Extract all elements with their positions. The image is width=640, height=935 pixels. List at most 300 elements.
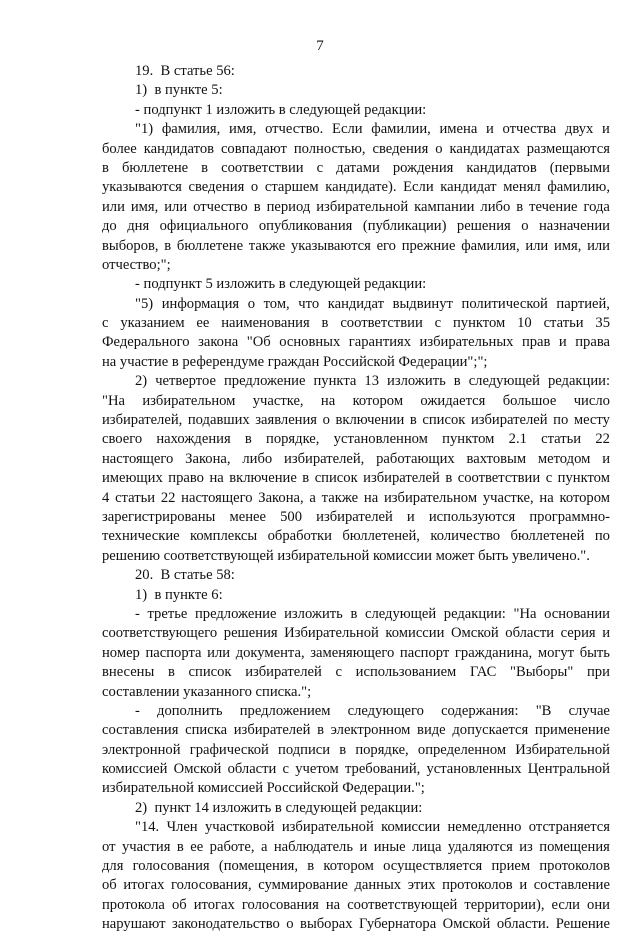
- text-line: [102, 411, 610, 430]
- text-line: [102, 644, 610, 663]
- word: о: [435, 140, 443, 157]
- word: для: [102, 858, 124, 875]
- word: 10: [517, 315, 532, 332]
- text-line: [102, 760, 610, 779]
- word: суммирование: [258, 877, 348, 894]
- word: с: [316, 159, 324, 176]
- word: серия: [560, 625, 596, 642]
- word: течение: [529, 198, 578, 215]
- word: методом: [537, 450, 591, 467]
- text-line: [102, 333, 610, 352]
- word: политической: [461, 295, 548, 312]
- word: нарушают: [102, 916, 166, 933]
- word: гарантиях: [348, 334, 412, 351]
- word: от: [102, 838, 116, 855]
- text-line: [102, 314, 610, 333]
- word: использованием: [355, 664, 457, 681]
- word: в: [253, 198, 261, 215]
- line-text: 20. В статье 58:: [135, 567, 235, 584]
- word: кандидате).: [325, 179, 397, 196]
- word: работе,: [209, 838, 255, 855]
- text-line: [102, 586, 610, 605]
- word: Федерального: [102, 334, 190, 351]
- word: немедленно: [447, 819, 522, 836]
- word: ГАС: [469, 664, 497, 681]
- word: соответствующей: [347, 896, 458, 913]
- word: закона: [198, 334, 239, 351]
- word: статьи: [115, 489, 156, 506]
- text-line: [102, 430, 610, 449]
- word: право: [168, 470, 204, 487]
- word: списка: [185, 722, 228, 739]
- word: или: [525, 237, 549, 254]
- text-line: [102, 101, 610, 120]
- word: номер: [102, 644, 140, 661]
- word: допускается: [452, 722, 529, 739]
- word: отчество.: [265, 121, 324, 138]
- word: имена: [439, 121, 478, 138]
- word: внесены: [102, 664, 155, 681]
- word: протокола: [102, 896, 165, 913]
- word: в: [321, 315, 329, 332]
- word: совпадают: [220, 140, 287, 157]
- word: порядке,: [355, 741, 409, 758]
- word: менее: [229, 508, 266, 525]
- word: Член: [166, 819, 198, 836]
- word: в: [453, 373, 461, 390]
- word: пунктом: [557, 470, 610, 487]
- word: установленных: [426, 761, 522, 778]
- word: пункта: [313, 373, 357, 390]
- page-number: 7: [316, 38, 324, 54]
- word: изложить: [387, 373, 446, 390]
- word: лица: [412, 838, 442, 855]
- text-line: [102, 469, 610, 488]
- line-text: решению соответствующей избирательной комиссии может быть увеличено.".: [102, 547, 590, 564]
- word: 22: [160, 489, 176, 506]
- word: включение: [229, 470, 297, 487]
- word: с: [282, 761, 290, 778]
- word: голосования: [241, 896, 319, 913]
- word: датами: [336, 159, 380, 176]
- word: в: [445, 470, 453, 487]
- line-text: 2) пункт 14 изложить в следующей редакции:: [135, 799, 423, 816]
- word: кандидатов: [143, 140, 215, 157]
- word: (помещения,: [218, 858, 298, 875]
- word: имя,: [130, 198, 159, 215]
- word: нахождения: [156, 431, 231, 448]
- word: избирательной: [316, 198, 409, 215]
- word: избирательном: [142, 392, 236, 409]
- word: Омской: [442, 916, 491, 933]
- word: "5): [135, 295, 154, 312]
- text-line: [102, 876, 610, 895]
- word: в: [516, 198, 524, 215]
- word: статьи: [541, 431, 582, 448]
- word: предложением: [239, 702, 331, 719]
- word: Если: [332, 121, 363, 138]
- word: пунктом: [452, 315, 506, 332]
- word: а: [260, 838, 268, 855]
- word: с: [434, 315, 442, 332]
- word: статьи: [543, 315, 584, 332]
- word: также: [248, 237, 286, 254]
- word: в: [201, 159, 209, 176]
- word: официального: [159, 218, 249, 235]
- word: опубликования: [258, 218, 353, 235]
- word: Губернатора: [359, 916, 437, 933]
- word: сведения: [372, 140, 429, 157]
- word: избирателей: [316, 508, 393, 525]
- word: двух: [564, 121, 594, 138]
- word: основных: [279, 334, 341, 351]
- word: фамилию,: [547, 179, 610, 196]
- word: они: [587, 896, 610, 913]
- word: по: [594, 528, 610, 545]
- word: настоящего: [181, 489, 253, 506]
- word: графической: [189, 741, 269, 758]
- word: и: [602, 625, 610, 642]
- word: Омской: [450, 625, 499, 642]
- word: указанием: [120, 315, 185, 332]
- word: партией,: [556, 295, 610, 312]
- word: документа,: [235, 644, 305, 661]
- word: в: [409, 412, 417, 429]
- word: области: [505, 625, 555, 642]
- word: предложение: [223, 373, 306, 390]
- word: фамилия,: [161, 121, 221, 138]
- word: года: [583, 198, 610, 215]
- word: "Об: [246, 334, 271, 351]
- word: комиссией: [102, 761, 168, 778]
- word: настоящего: [102, 450, 174, 467]
- word: в: [164, 237, 172, 254]
- word: рождения: [392, 159, 454, 176]
- word: избирателей: [470, 412, 548, 429]
- text-line: [102, 566, 610, 585]
- word: изложить: [284, 605, 343, 622]
- word: соответствии: [221, 159, 304, 176]
- word: выборов,: [102, 237, 159, 254]
- word: соответствии: [457, 470, 541, 487]
- text-line: [102, 799, 610, 818]
- word: области: [227, 761, 277, 778]
- word: из: [519, 838, 533, 855]
- word: если: [551, 896, 580, 913]
- text-line: [102, 547, 610, 566]
- word: отстраняется: [528, 819, 610, 836]
- word: по: [553, 412, 569, 429]
- word: бюллетеней: [510, 528, 585, 545]
- text-line: [102, 217, 610, 236]
- word: редакции:: [547, 373, 610, 390]
- word: в: [350, 605, 358, 622]
- word: большое: [502, 392, 557, 409]
- word: 4: [102, 489, 110, 506]
- word: бюллетеней,: [342, 528, 420, 545]
- word: зарегистрированы: [102, 508, 216, 525]
- line-text: составлении указанного списка.";: [102, 683, 312, 700]
- word: иные: [373, 838, 406, 855]
- word: избирателей,: [102, 412, 183, 429]
- word: помещения: [539, 838, 610, 855]
- word: список: [422, 412, 466, 429]
- text-line: [102, 62, 610, 81]
- word: полностью,: [293, 140, 366, 157]
- word: голосования,: [171, 877, 252, 894]
- word: число: [573, 392, 610, 409]
- word: законодательство: [171, 916, 280, 933]
- word: следующего: [347, 702, 424, 719]
- word: в: [339, 741, 347, 758]
- word: на: [363, 489, 379, 506]
- word: и: [602, 121, 610, 138]
- word: соответствующего: [102, 625, 218, 642]
- word: технические: [102, 528, 180, 545]
- text-line: [102, 683, 610, 702]
- word: фамилия,: [461, 237, 520, 254]
- word: протоколов: [442, 877, 513, 894]
- word: в: [176, 838, 184, 855]
- word: определенном: [417, 741, 507, 758]
- word: об: [171, 896, 187, 913]
- word: комплексы: [190, 528, 258, 545]
- word: а: [309, 489, 316, 506]
- word: следующей: [468, 373, 540, 390]
- word: избирателей: [245, 664, 322, 681]
- word: итогах: [193, 896, 235, 913]
- word: осуществляется: [383, 858, 483, 875]
- word: -: [135, 702, 140, 719]
- word: электронном: [330, 722, 411, 739]
- word: требований,: [344, 761, 421, 778]
- word: избирателей: [363, 470, 440, 487]
- text-line: [102, 741, 610, 760]
- text-line: [102, 818, 610, 837]
- document-body: [102, 62, 610, 935]
- text-line: [102, 624, 610, 643]
- word: наблюдатель: [273, 838, 353, 855]
- word: с: [545, 470, 553, 487]
- word: Избирательной: [515, 741, 610, 758]
- text-line: [102, 896, 610, 915]
- text-line: [102, 838, 610, 857]
- word: о: [322, 412, 330, 429]
- word: избирательной: [281, 819, 374, 836]
- word: о: [286, 916, 294, 933]
- word: предложение: [194, 605, 277, 622]
- word: "На: [513, 605, 537, 622]
- word: его: [376, 237, 396, 254]
- word: и: [558, 334, 567, 351]
- word: на: [539, 489, 554, 506]
- word: Закона,: [185, 450, 231, 467]
- word: удаляются: [447, 838, 513, 855]
- word: составление: [533, 877, 610, 894]
- word: в: [102, 159, 109, 176]
- word: гражданина,: [454, 644, 533, 661]
- word: котором: [323, 858, 374, 875]
- word: старшем: [264, 179, 319, 196]
- word: заменяющего: [310, 644, 395, 661]
- line-text: - подпункт 1 изложить в следующей редакции:: [135, 101, 427, 118]
- word: при: [586, 664, 610, 681]
- word: голосования: [132, 858, 210, 875]
- word: основании: [544, 605, 610, 622]
- word: обработки: [267, 528, 332, 545]
- word: используются: [428, 508, 516, 525]
- word: составления: [102, 722, 179, 739]
- word: период: [266, 198, 311, 215]
- text-line: [102, 702, 610, 721]
- word: (публикации): [362, 218, 447, 235]
- word: Центральной: [527, 761, 610, 778]
- word: список: [314, 470, 358, 487]
- word: программно-: [529, 508, 610, 525]
- word: бюллетене: [176, 237, 244, 254]
- text-line: [102, 721, 610, 740]
- text-line: [102, 140, 610, 159]
- word: своего: [102, 431, 143, 448]
- word: 500: [280, 508, 302, 525]
- word: "1): [135, 121, 154, 138]
- word: 2.1: [508, 431, 527, 448]
- word: котором: [352, 392, 404, 409]
- word: также: [321, 489, 359, 506]
- word: ее: [190, 838, 204, 855]
- text-line: [102, 605, 610, 624]
- line-text: - подпункт 5 изложить в следующей редакции:: [135, 276, 427, 293]
- word: информация: [161, 295, 240, 312]
- word: избирателей: [233, 722, 311, 739]
- word: третье: [147, 605, 188, 622]
- line-text: 1) в пункте 5:: [135, 82, 223, 99]
- word: участковой: [204, 819, 275, 836]
- text-line: [102, 198, 610, 217]
- word: прав: [521, 334, 551, 351]
- word: указываются: [291, 237, 371, 254]
- word: дополнить: [157, 702, 223, 719]
- word: о: [247, 295, 256, 312]
- word: могут: [537, 644, 575, 661]
- word: комиссии: [381, 819, 441, 836]
- word: Избирательной: [284, 625, 379, 642]
- text-line: [102, 353, 610, 372]
- word: и: [406, 508, 415, 525]
- text-line: [102, 256, 610, 275]
- word: кандидатов: [466, 159, 537, 176]
- word: на: [325, 896, 341, 913]
- word: паспорта: [145, 644, 202, 661]
- word: прежние: [401, 237, 456, 254]
- word: Решение: [555, 916, 610, 933]
- word: случае: [568, 702, 610, 719]
- word: участия: [121, 838, 171, 855]
- line-text: избирательной комиссией Российской Федерации.";: [102, 780, 425, 797]
- word: виде: [417, 722, 446, 739]
- text-line: [102, 527, 610, 546]
- text-line: [102, 81, 610, 100]
- word: или: [102, 198, 125, 215]
- word: котором: [559, 489, 610, 506]
- text-line: [102, 275, 610, 294]
- word: в: [307, 858, 315, 875]
- text-line: [102, 295, 610, 314]
- word: ожидается: [420, 392, 486, 409]
- word: 22: [595, 431, 610, 448]
- word: о: [521, 218, 529, 235]
- word: количество: [430, 528, 501, 545]
- word: редакции:: [443, 605, 506, 622]
- word: том,: [263, 295, 290, 312]
- word: избирателей,: [284, 450, 365, 467]
- word: в: [167, 664, 175, 681]
- word: размещаются: [526, 140, 610, 157]
- word: указываются: [102, 179, 182, 196]
- word: кампании: [414, 198, 475, 215]
- word: до: [102, 218, 117, 235]
- text-line: [102, 857, 610, 876]
- text-line: [102, 450, 610, 469]
- word: на: [320, 392, 336, 409]
- word: об: [102, 877, 117, 894]
- text-line: [102, 178, 610, 197]
- word: Омской: [173, 761, 222, 778]
- word: или: [164, 198, 188, 215]
- text-line: [102, 372, 610, 391]
- text-line: [102, 663, 610, 682]
- word: участке,: [252, 392, 304, 409]
- word: в: [317, 722, 324, 739]
- word: (первыми: [549, 159, 610, 176]
- word: "На: [102, 392, 125, 409]
- word: отчество: [193, 198, 248, 215]
- word: пунктом: [442, 431, 495, 448]
- word: избирательных: [419, 334, 514, 351]
- text-line: [102, 120, 610, 139]
- word: в: [302, 470, 310, 487]
- word: что: [298, 295, 320, 312]
- word: дня: [127, 218, 150, 235]
- word: "В: [535, 702, 552, 719]
- word: права: [575, 334, 610, 351]
- word: области.: [496, 916, 550, 933]
- word: наименования: [221, 315, 310, 332]
- word: паспорт: [399, 644, 450, 661]
- word: итогах: [123, 877, 165, 894]
- word: с: [102, 315, 109, 332]
- word: месту: [573, 412, 610, 429]
- word: заявления: [255, 412, 318, 429]
- word: выборах: [300, 916, 353, 933]
- word: Если: [403, 179, 434, 196]
- word: применение: [534, 722, 610, 739]
- word: включении: [335, 412, 405, 429]
- word: ее: [196, 315, 210, 332]
- word: избирательном: [383, 489, 478, 506]
- word: решения: [223, 625, 278, 642]
- word: более: [102, 140, 137, 157]
- word: "Выборы": [510, 664, 574, 681]
- word: территории),: [464, 896, 545, 913]
- word: или: [207, 644, 231, 661]
- word: работающих: [376, 450, 455, 467]
- word: и: [602, 450, 610, 467]
- word: электронной: [102, 741, 181, 758]
- word: в: [244, 431, 252, 448]
- word: либо: [242, 450, 273, 467]
- word: быть: [579, 644, 610, 661]
